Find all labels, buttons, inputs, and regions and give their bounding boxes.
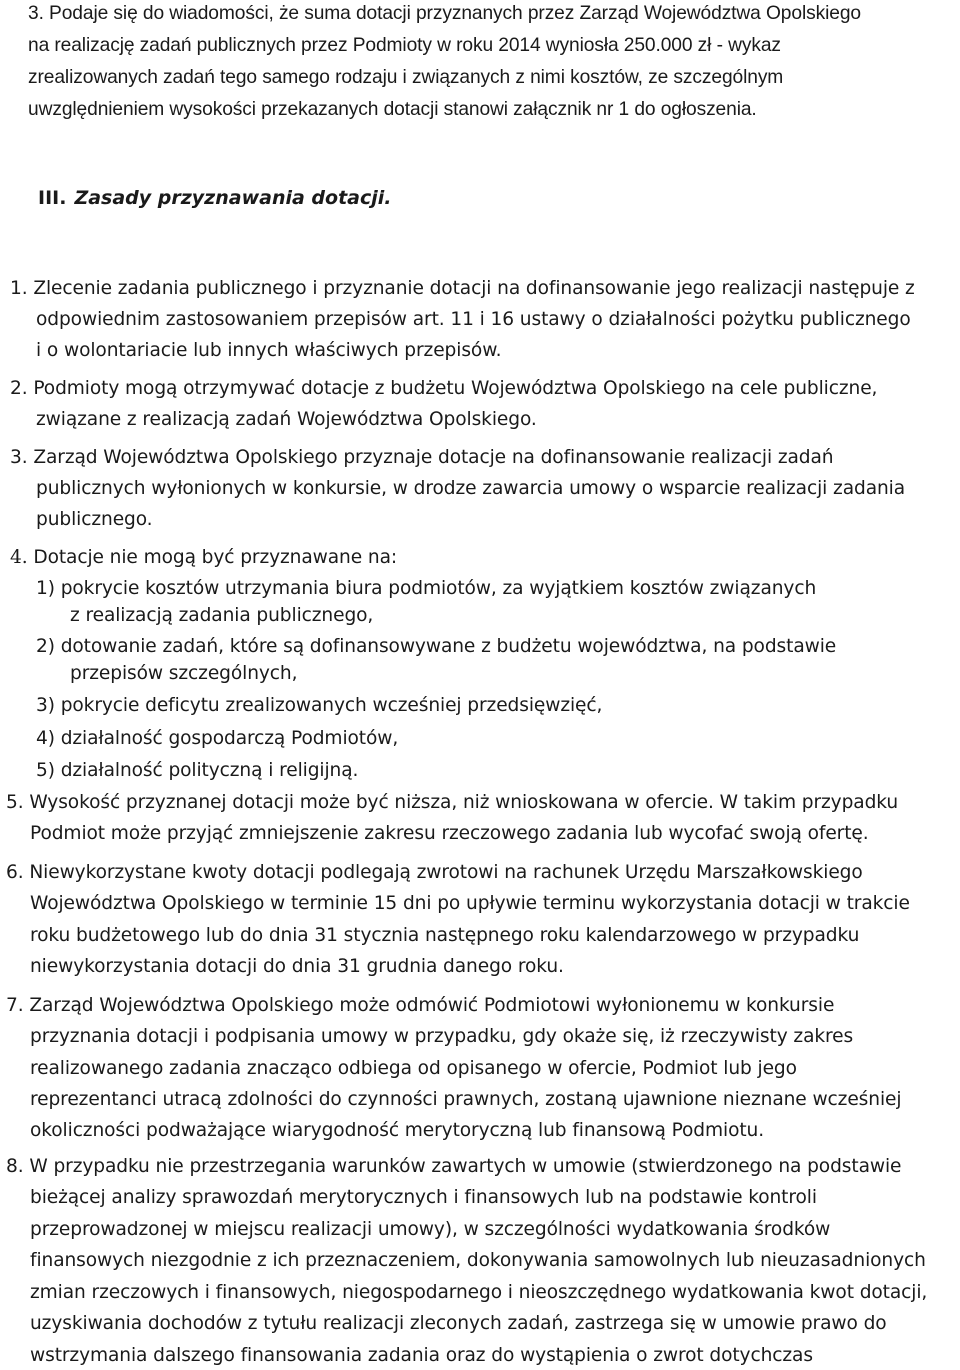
item-7-line-5: okoliczności podważające wiarygodność merytoryczną lub finansową Podmiotu.	[30, 1120, 765, 1141]
item-4-number: 4.	[10, 547, 28, 568]
item-8-line-2: bieżącej analizy sprawozdań merytorycznych i finansowych lub na podstawie kontroli	[30, 1187, 817, 1208]
section-heading	[38, 186, 392, 210]
item-8-line-4: finansowych niezgodnie z ich przeznaczeniem, dokonywania samowolnych lub nieuzasadnionych	[30, 1250, 926, 1271]
item-8-line-1: 8. W przypadku nie przestrzegania warunków zawartych w umowie (stwierdzonego na podstawie	[6, 1156, 902, 1177]
heading-number: III.	[38, 187, 67, 209]
item-4-sub-2: 2) dotowanie zadań, które są dofinansowywane z budżetu województwa, na podstawie	[36, 636, 837, 657]
intro-line-1: 3. Podaje się do wiadomości, że suma dotacji przyznanych przez Zarząd Województwa Opolskiego	[28, 3, 861, 24]
item-6-line-2: Województwa Opolskiego w terminie 15 dni po upływie terminu wykorzystania dotacji w trakcie	[30, 893, 910, 914]
item-7-line-2: przyznania dotacji i podpisania umowy w przypadku, gdy okaże się, iż rzeczywisty zakres	[30, 1026, 854, 1047]
item-3-line-2: publicznych wyłonionych w konkursie, w drodze zawarcia umowy o wsparcie realizacji zadania	[36, 478, 906, 499]
item-8-line-5: zmian rzeczowych i finansowych, niegospodarnego i nieoszczędnego wydatkowania kwot dotacji,	[30, 1282, 928, 1303]
item-4-sub-2-cont: przepisów szczególnych,	[70, 663, 298, 684]
item-2-line-1: 2. Podmioty mogą otrzymywać dotacje z budżetu Województwa Opolskiego na cele publiczne,	[10, 378, 878, 399]
item-7-line-1: 7. Zarząd Województwa Opolskiego może odmówić Podmiotowi wyłonionemu w konkursie	[6, 995, 835, 1016]
item-3-line-1: 3. Zarząd Województwa Opolskiego przyznaje dotacje na dofinansowanie realizacji zadań	[10, 447, 834, 468]
intro-line-4: uwzględnieniem wysokości przekazanych dotacji stanowi załącznik nr 1 do ogłoszenia.	[28, 99, 757, 120]
item-6-line-4: niewykorzystania dotacji do dnia 31 grudnia danego roku.	[30, 956, 564, 977]
item-6-line-1: 6. Niewykorzystane kwoty dotacji podlegają zwrotowi na rachunek Urzędu Marszałkowskiego	[6, 862, 863, 883]
item-6-line-3: roku budżetowego lub do dnia 31 stycznia następnego roku kalendarzowego w przypadku	[30, 925, 860, 946]
item-5-line-1: 5. Wysokość przyznanej dotacji może być niższa, niż wnioskowana w ofercie. W takim przypadku	[6, 792, 899, 813]
item-1-line-2: odpowiednim zastosowaniem przepisów art. 11 i 16 ustawy o działalności pożytku publicznego	[36, 309, 911, 330]
item-8-line-6: uzyskiwania dochodów z tytułu realizacji zleconych zadań, zastrzega się w umowie prawo do	[30, 1313, 887, 1334]
item-7-line-3: realizowanego zadania znacząco odbiega od opisanego w ofercie, Podmiot lub jego	[30, 1058, 797, 1079]
item-2-line-2: związane z realizacją zadań Województwa Opolskiego.	[36, 409, 537, 430]
item-4-sub-1-cont: z realizacją zadania publicznego,	[70, 605, 374, 626]
item-8-line-7: wstrzymania dalszego finansowania zadania oraz do wystąpienia o zwrot dotychczas	[30, 1345, 813, 1366]
item-8-line-3: przeprowadzonej w miejscu realizacji umowy), w szczególności wydatkowania środków	[30, 1219, 831, 1240]
item-1-line-3: i o wolontariacie lub innych właściwych przepisów.	[36, 340, 502, 361]
item-4-line-1	[10, 546, 397, 570]
intro-line-3: zrealizowanych zadań tego samego rodzaju i związanych z nimi kosztów, ze szczególnym	[28, 67, 784, 88]
item-4-sub-5: 5) działalność polityczną i religijną.	[36, 760, 359, 781]
item-3-line-3: publicznego.	[36, 509, 153, 530]
intro-line-2: na realizację zadań publicznych przez Podmioty w roku 2014 wyniosła 250.000 zł - wykaz	[28, 35, 781, 56]
item-4-sub-1: 1) pokrycie kosztów utrzymania biura podmiotów, za wyjątkiem kosztów związanych	[36, 578, 817, 599]
heading-title: Zasady przyznawania dotacji.	[74, 187, 392, 209]
item-4-sub-4: 4) działalność gospodarczą Podmiotów,	[36, 728, 399, 749]
item-4-text: Dotacje nie mogą być przyznawane na:	[27, 547, 398, 568]
item-4-sub-3: 3) pokrycie deficytu zrealizowanych wcześniej przedsięwzięć,	[36, 695, 603, 716]
item-7-line-4: reprezentanci utracą zdolności do czynności prawnych, zostaną ujawnione nieznane wcześniej	[30, 1089, 902, 1110]
item-5-line-2: Podmiot może przyjąć zmniejszenie zakresu rzeczowego zadania lub wycofać swoją ofertę.	[30, 823, 869, 844]
item-1-line-1: 1. Zlecenie zadania publicznego i przyznanie dotacji na dofinansowanie jego realizacji następuje z	[10, 278, 915, 299]
